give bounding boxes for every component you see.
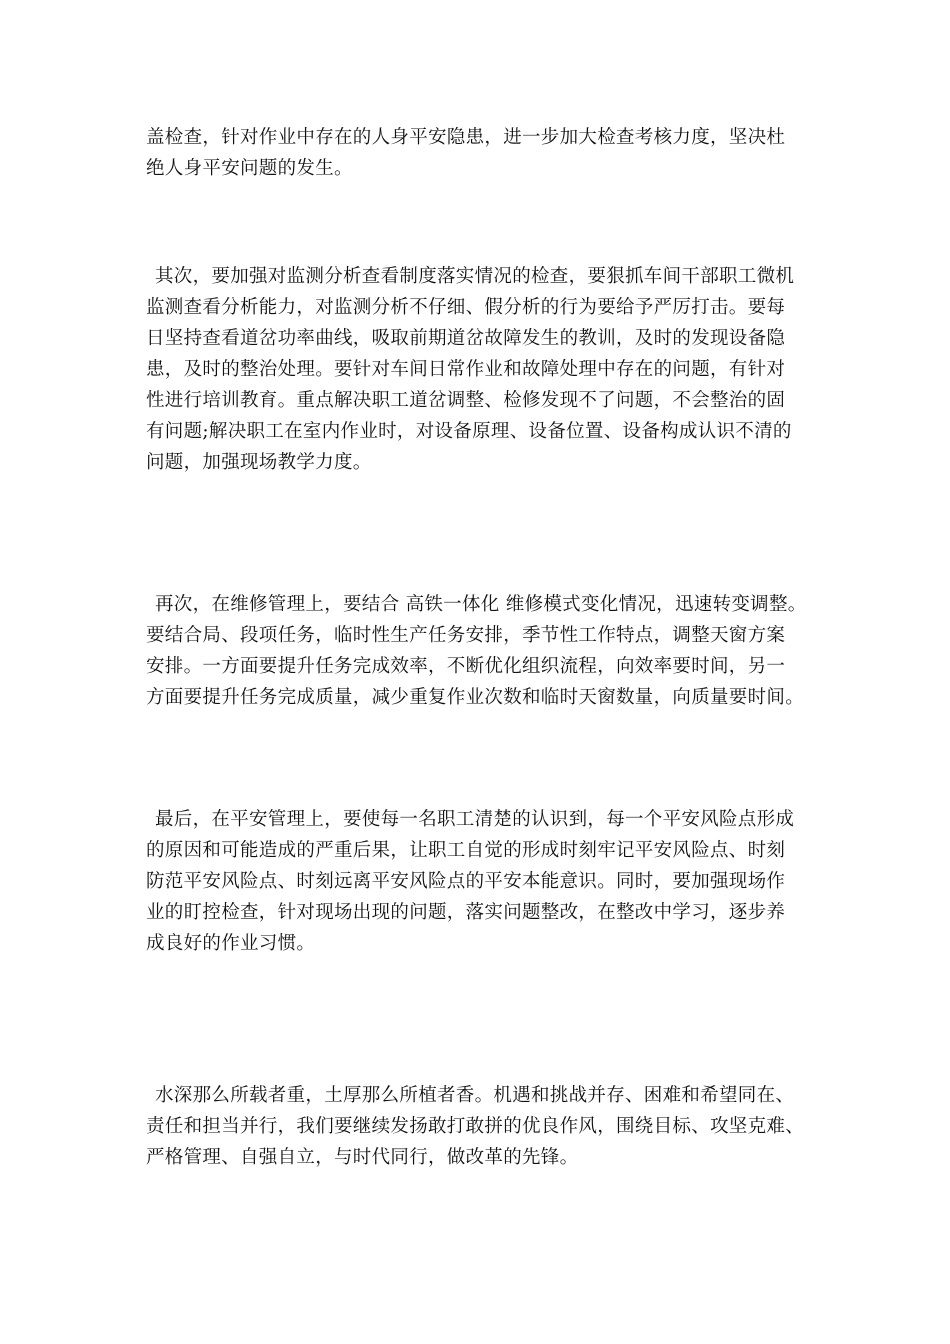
paragraph-line: 有问题;解决职工在室内作业时，对设备原理、设备位置、设备构成认识不清的	[146, 421, 792, 442]
paragraph-line: 问题，加强现场教学力度。	[146, 452, 372, 473]
paragraph-line: 日坚持查看道岔功率曲线，吸取前期道岔故障发生的教训，及时的发现设备隐	[146, 328, 786, 349]
paragraph-2	[146, 261, 826, 478]
paragraph-line: 责任和担当并行，我们要继续发扬敢打敢拼的优良作风，围绕目标、攻坚克难、	[146, 1116, 805, 1137]
paragraph-line: 业的盯控检查，针对现场出现的问题，落实问题整改，在整改中学习，逐步养	[146, 902, 786, 923]
paragraph-line: 再次，在维修管理上，要结合 高铁一体化 维修模式变化情况，迅速转变调整。	[155, 594, 807, 615]
paragraph-line: 方面要提升任务完成质量，减少重复作业次数和临时天窗数量，向质量要时间。	[146, 687, 805, 708]
paragraph-line: 最后，在平安管理上，要使每一名职工清楚的认识到，每一个平安风险点形成	[155, 809, 795, 830]
paragraph-5	[146, 1080, 826, 1173]
paragraph-line: 安排。一方面要提升任务完成效率，不断优化组织流程，向效率要时间，另一	[146, 656, 786, 677]
paragraph-line: 防范平安风险点、时刻远离平安风险点的平安本能意识。同时，要加强现场作	[146, 871, 786, 892]
paragraph-line: 患，及时的整治处理。要针对车间日常作业和故障处理中存在的问题，有针对	[146, 359, 786, 380]
paragraph-line: 成良好的作业习惯。	[146, 933, 316, 954]
paragraph-4	[146, 804, 826, 959]
paragraph-line: 绝人身平安问题的发生。	[146, 158, 353, 179]
paragraph-3	[146, 589, 826, 713]
paragraph-line: 监测查看分析能力，对监测分析不仔细、假分析的行为要给予严厉打击。要每	[146, 297, 786, 318]
paragraph-line: 性进行培训教育。重点解决职工道岔调整、检修发现不了问题，不会整治的固	[146, 390, 786, 411]
paragraph-line: 严格管理、自强自立，与时代同行，做改革的先锋。	[146, 1147, 579, 1168]
paragraph-line: 盖检查，针对作业中存在的人身平安隐患，进一步加大检查考核力度，坚决杜	[146, 127, 786, 148]
paragraph-line: 的原因和可能造成的严重后果，让职工自觉的形成时刻牢记平安风险点、时刻	[146, 840, 786, 861]
paragraph-line: 其次，要加强对监测分析查看制度落实情况的检查，要狠抓车间干部职工微机	[155, 266, 795, 287]
paragraph-line: 要结合局、段项任务，临时性生产任务安排，季节性工作特点，调整天窗方案	[146, 625, 786, 646]
paragraph-line: 水深那么所载者重，土厚那么所植者香。机遇和挑战并存、困难和希望同在、	[155, 1085, 795, 1106]
paragraph-1	[146, 122, 826, 184]
